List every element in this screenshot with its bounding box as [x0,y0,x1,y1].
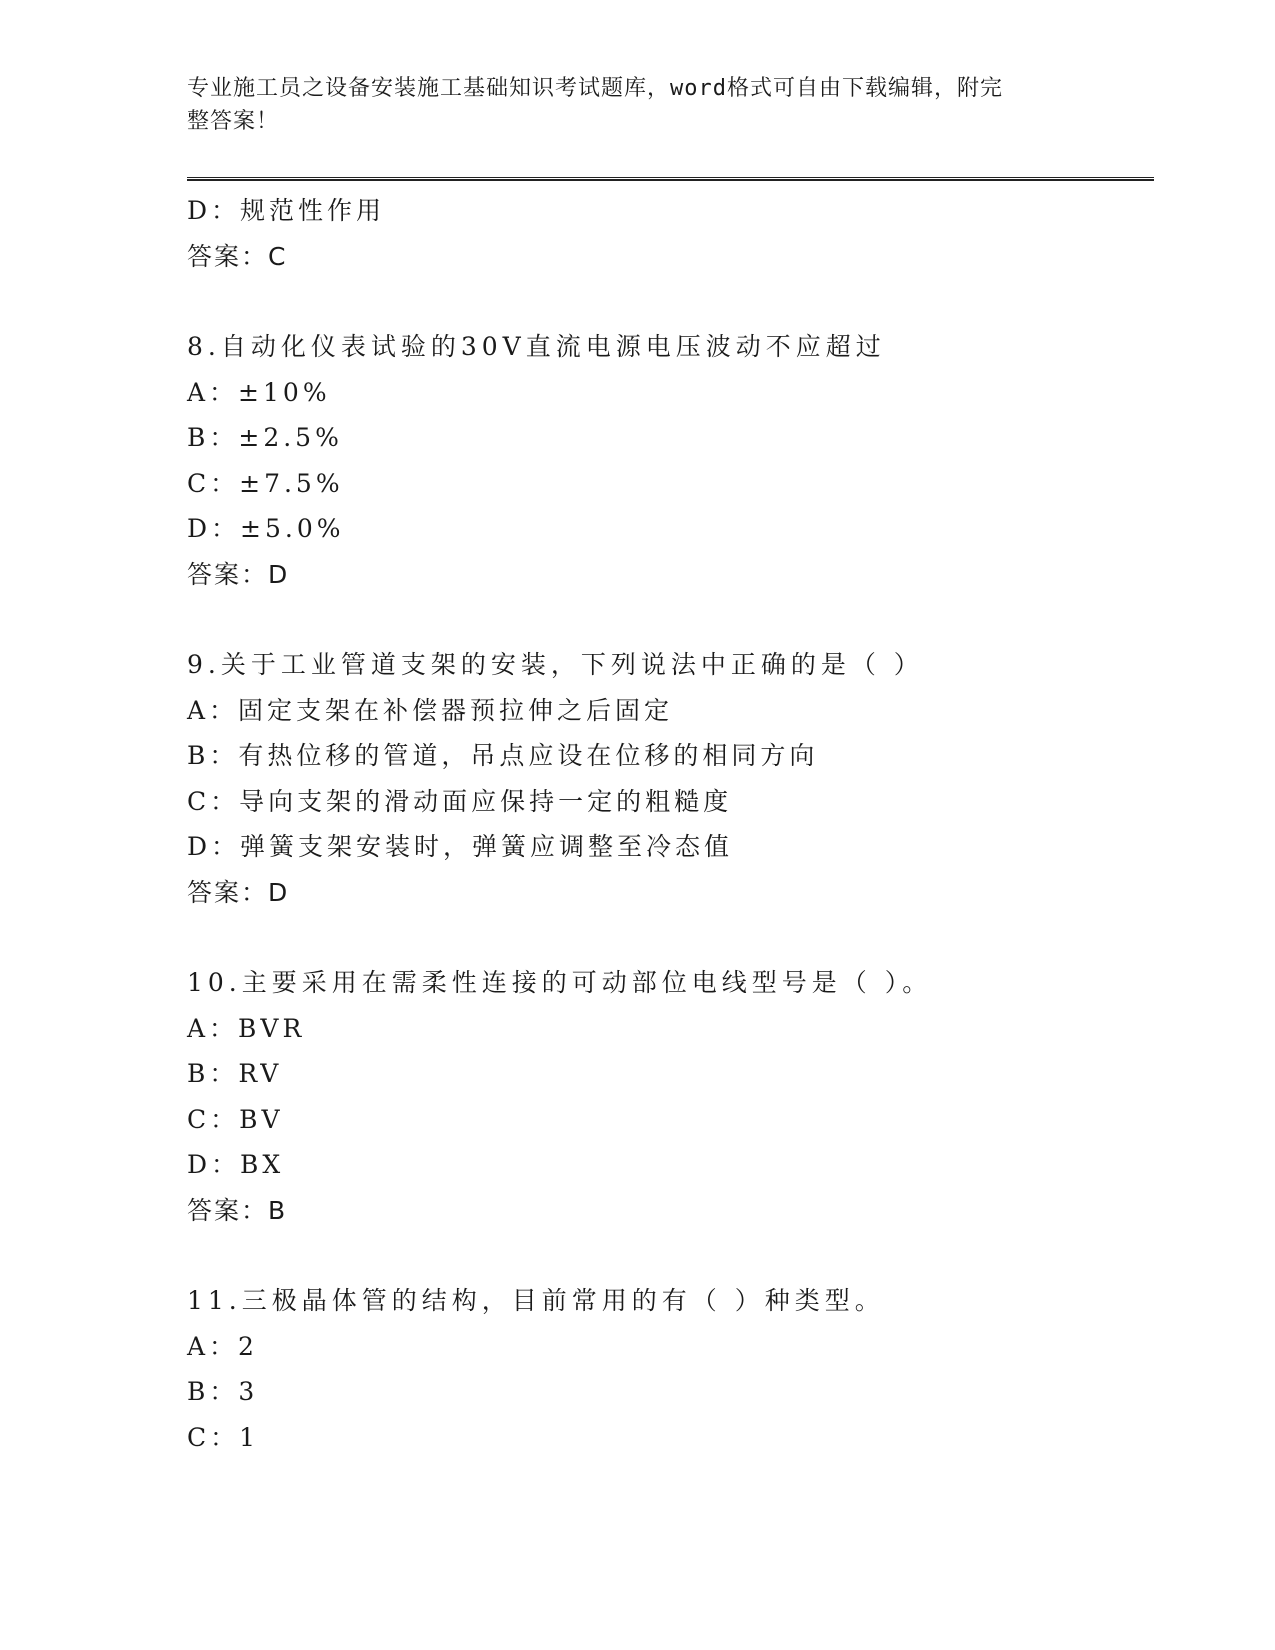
option-a: A：BVR [187,1013,306,1043]
question-stem: 10.主要采用在需柔性连接的可动部位电线型号是（ ）。 [187,968,933,997]
answer-line: 答案：D [187,559,290,589]
question-8 [187,324,1154,597]
option-a: A：2 [187,1331,258,1361]
option-b: B：有热位移的管道，吊点应设在位移的相同方向 [187,741,819,770]
answer-line: 答案：B [187,1195,288,1225]
question-11 [187,1278,1154,1460]
answer-line: 答案：D [187,877,290,907]
option-d: D：弹簧支架安装时，弹簧应调整至冷态值 [187,832,734,861]
option-c: C：1 [187,1422,260,1452]
header-title-line-2: 整答案！ [187,109,280,134]
page-header [187,72,1067,138]
option-d: D：规范性作用 [187,196,386,225]
question-10 [187,960,1154,1233]
header-title-line-1: 专业施工员之设备安装施工基础知识考试题库，word格式可自由下载编辑，附完 [187,76,1003,101]
option-b: B：RV [187,1059,283,1088]
option-c: C：导向支架的滑动面应保持一定的粗糙度 [187,786,733,816]
option-d: D：BX [187,1150,285,1179]
option-b: B：3 [187,1377,259,1406]
question-stem: 11.三极晶体管的结构，目前常用的有（ ）种类型。 [187,1286,885,1315]
option-b: B：±2.5% [187,423,343,452]
question-stem: 8.自动化仪表试验的30V直流电源电压波动不应超过 [187,332,886,361]
question-9 [187,642,1154,915]
option-c: C：±7.5% [187,468,344,498]
option-c: C：BV [187,1104,284,1134]
option-a: A：固定支架在补偿器预拉伸之后固定 [187,695,674,725]
question-stem: 9.关于工业管道支架的安装，下列说法中正确的是（ ） [187,650,924,679]
header-divider [187,177,1154,181]
option-d: D：±5.0% [187,514,345,543]
carryover-question [187,188,1154,279]
question-list [187,188,1154,1505]
answer-line: 答案：C [187,241,288,271]
option-a: A：±10% [187,377,331,407]
